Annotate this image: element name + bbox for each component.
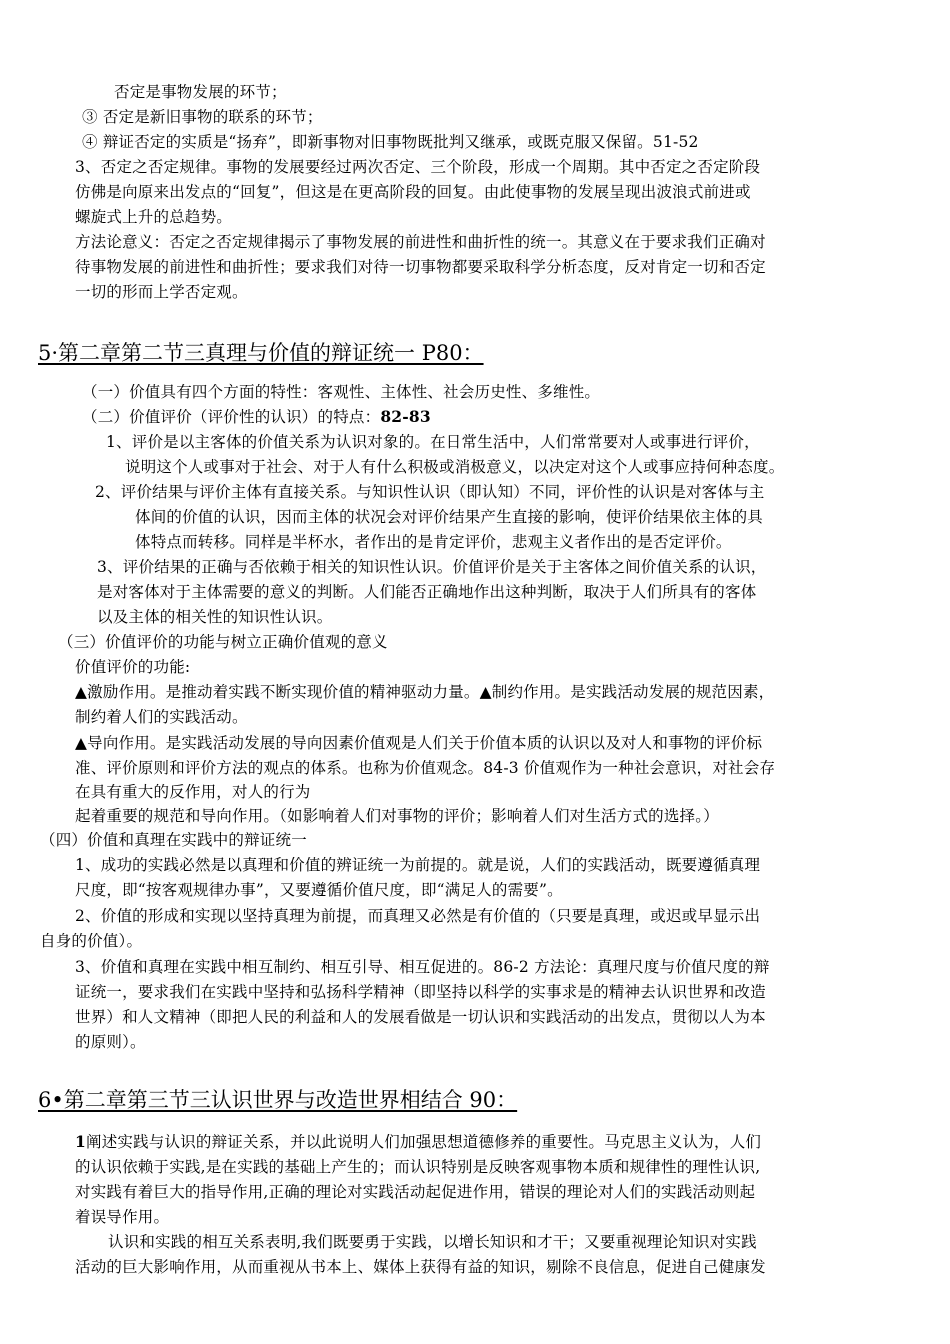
text-line: （三）价值评价的功能与树立正确价值观的意义 [58, 633, 388, 651]
text-line: 以及主体的相关性的知识性认识。 [97, 608, 333, 626]
text-line: ▲激励作用。是推动着实践不断实现价值的精神驱动力量。▲制约作用。是实践活动发展的规范因素， [75, 683, 775, 701]
text-line: 活动的巨大影响作用，从而重视从书本上、媒体上获得有益的知识，剔除不良信息，促进自己健康发 [75, 1258, 766, 1276]
text-line: 着误导作用。 [75, 1208, 170, 1226]
text-line: 世界）和人文精神（即把人民的利益和人的发展看做是一切认识和实践活动的出发点，贯彻以人为本 [75, 1008, 766, 1026]
section-heading-6: 6•第二章第三节三认识世界与改造世界相结合 90： [38, 1088, 518, 1112]
item-number: 1 [75, 1132, 86, 1151]
text-line: （一）价值具有四个方面的特性：客观性、主体性、社会历史性、多维性。 [82, 383, 601, 401]
text-line: 尺度，即“按客观规律办事”，又要遵循价值尺度，即“满足人的需要”。 [75, 881, 563, 899]
text-span: 阐述实践与认识的辩证关系，并以此说明人们加强思想道德修养的重要性。马克思主义认为，人们 [86, 1133, 762, 1151]
text-line: 说明这个人或事对于社会、对于人有什么积极或消极意义，以决定对这个人或事应持何种态度。 [125, 458, 785, 476]
text-line: 制约着人们的实践活动。 [75, 708, 248, 726]
page-ref: 82-83 [380, 407, 431, 426]
text-line: 3、价值和真理在实践中相互制约、相互引导、相互促进的。86-2 方法论：真理尺度与价值尺度的辩 [75, 958, 770, 976]
text-line: 一切的形而上学否定观。 [75, 283, 248, 301]
text-line: 是对客体对于主体需要的意义的判断。人们能否正确地作出这种判断，取决于人们所具有的客体 [97, 583, 757, 601]
text-line: 仿佛是向原来出发点的“回复”，但这是在更高阶段的回复。由此使事物的发展呈现出波浪式前进或 [75, 183, 751, 201]
text-line: 的认识依赖于实践,是在实践的基础上产生的；而认识特别是反映客观事物本质和规律性的理性认识, [75, 1158, 761, 1176]
text-line: 认识和实践的相互关系表明,我们既要勇于实践，以增长知识和才干；又要重视理论知识对实践 [108, 1233, 757, 1251]
text-line: 方法论意义：否定之否定规律揭示了事物发展的前进性和曲折性的统一。其意义在于要求我们正确对 [75, 233, 766, 251]
text-line: 体特点而转移。同样是半杯水，者作出的是肯定评价，悲观主义者作出的是否定评价。 [135, 533, 732, 551]
text-line: 1、评价是以主客体的价值关系为认识对象的。在日常生活中，人们常常要对人或事进行评价， [106, 433, 760, 451]
text-line: ▲导向作用。是实践活动发展的导向因素价值观是人们关于价值本质的认识以及对人和事物的评价标 [75, 734, 763, 752]
text-line: 的原则）。 [75, 1033, 146, 1051]
text-line: 自身的价值）。 [40, 932, 143, 950]
text-line: 2、评价结果与评价主体有直接关系。与知识性认识（即认知）不同，评价性的认识是对客体与主 [95, 483, 765, 501]
text-line: 准、评价原则和评价方法的观点的体系。也称为价值观念。84-3 价值观作为一种社会意识，对社会存 [75, 759, 776, 777]
text-line: 对实践有着巨大的指导作用,正确的理论对实践活动起促进作用，错误的理论对人们的实践活动则起 [75, 1183, 756, 1201]
text-line: ③ 否定是新旧事物的联系的环节； [82, 108, 323, 126]
text-line: （四）价值和真理在实践中的辩证统一 [40, 831, 307, 849]
text-line: 1、成功的实践必然是以真理和价值的辨证统一为前提的。就是说，人们的实践活动，既要遵循真理 [75, 856, 761, 874]
text-line: 2、价值的形成和实现以坚持真理为前提，而真理又必然是有价值的（只要是真理，或迟或早显示出 [75, 907, 761, 925]
text-line: 否定是事物发展的环节； [114, 83, 287, 101]
text-line: 3、否定之否定规律。事物的发展要经过两次否定、三个阶段，形成一个周期。其中否定之否定阶段 [75, 158, 761, 176]
text-line [75, 1130, 761, 1154]
text-line: 价值评价的功能: [75, 658, 191, 676]
text-line: 体间的价值的认识，因而主体的状况会对评价结果产生直接的影响，使评价结果依主体的具 [135, 508, 764, 526]
text-line: 证统一，要求我们在实践中坚持和弘扬科学精神（即坚持以科学的实事求是的精神去认识世界和改造 [75, 983, 766, 1001]
text-line: 待事物发展的前进性和曲折性；要求我们对待一切事物都要采取科学分析态度，反对肯定一切和否定 [75, 258, 766, 276]
text-line: 起着重要的规范和导向作用。（如影响着人们对事物的评价；影响着人们对生活方式的选择。） [75, 807, 719, 825]
section-heading-5: 5·第二章第二节三真理与价值的辩证统一 P80： [38, 341, 484, 365]
text-line: ④ 辩证否定的实质是“扬弃”，即新事物对旧事物既批判又继承，或既克服又保留。51-52 [82, 133, 699, 151]
text-line: 在具有重大的反作用，对人的行为 [75, 783, 311, 801]
text-line: 3、评价结果的正确与否依赖于相关的知识性认识。价值评价是关于主客体之间价值关系的认识， [97, 558, 767, 576]
text-span: （二）价值评价（评价性的认识）的特点： [82, 408, 381, 426]
text-line [82, 405, 431, 429]
text-line: 螺旋式上升的总趋势。 [75, 208, 233, 226]
